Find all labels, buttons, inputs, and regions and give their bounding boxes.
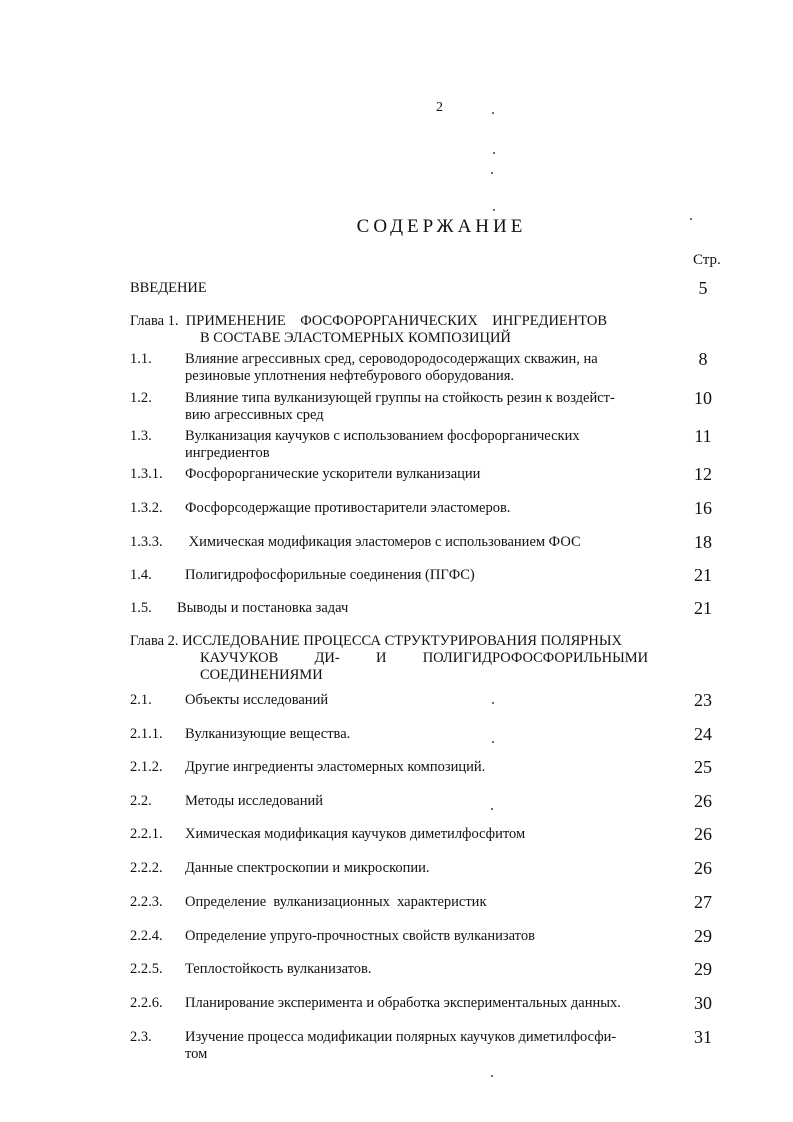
toc-entry-number: 2.1.1. <box>130 726 163 742</box>
toc-entry-text: Вулканизация каучуков с использованием фосфорорганических ингредиентов <box>185 428 580 461</box>
page-column-label: Стр. <box>693 252 721 268</box>
chapter-2-heading[interactable] <box>130 633 673 684</box>
toc-entry-text: Выводы и постановка задач <box>177 600 349 616</box>
toc-entry-number: 1.3.2. <box>130 500 163 516</box>
scan-speck <box>493 152 495 154</box>
scan-speck <box>690 218 692 220</box>
toc-entry-page: 21 <box>694 598 712 618</box>
toc-entry-text: Химическая модификация каучуков диметилфосфитом <box>185 826 526 842</box>
toc-entry-page: 23 <box>694 690 712 710</box>
scan-speck <box>491 1075 493 1077</box>
toc-entry-number: 1.3.1. <box>130 466 163 482</box>
page-title: СОДЕРЖАНИЕ <box>356 216 527 237</box>
toc-entry-text: Химическая модификация эластомеров с использованием ФОС <box>185 534 581 550</box>
toc-entry-text: Фосфорорганические ускорители вулканизации <box>185 466 481 482</box>
toc-entry-page: 27 <box>694 892 712 912</box>
toc-entry-text: Теплостойкость вулканизатов. <box>185 961 372 977</box>
scan-speck <box>492 112 494 114</box>
toc-entry-text: Влияние агрессивных сред, сероводородосодержащих скважин, на резиновые уплотнения нефтебурового оборудования. <box>185 351 598 384</box>
toc-entry-number: 2.2.5. <box>130 961 163 977</box>
toc-entry-text: Определение вулканизационных характеристик <box>185 894 487 910</box>
toc-entry-text: Полигидрофосфорильные соединения (ПГФС) <box>185 567 475 583</box>
toc-entry-number: 1.3.3. <box>130 534 163 550</box>
toc-entry-page: 24 <box>694 724 712 744</box>
scan-speck <box>491 172 493 174</box>
toc-entry-text: Другие ингредиенты эластомерных композиций. <box>185 759 486 775</box>
toc-entry-page: 26 <box>694 858 712 878</box>
toc-entry-number: 2.1.2. <box>130 759 163 775</box>
toc-entry-number: 2.2.6. <box>130 995 163 1011</box>
scan-speck <box>491 808 493 810</box>
chapter-1-heading-line1: Глава 1. ПРИМЕНЕНИЕ ФОСФОРОРГАНИЧЕСКИХ ИНГРЕДИЕНТОВ <box>130 313 608 329</box>
toc-entry-page: 29 <box>694 959 712 979</box>
toc-entry-number: 2.2.1. <box>130 826 163 842</box>
toc-entry-number: 1.5. <box>130 600 152 616</box>
toc-entry-text: Изучение процесса модификации полярных каучуков диметилфосфи- том <box>185 1029 617 1062</box>
toc-entry-number: 2.2.4. <box>130 928 163 944</box>
toc-entry-text: Методы исследований <box>185 793 323 809</box>
toc-entry-text: Планирование эксперимента и обработка экспериментальных данных. <box>185 995 621 1011</box>
toc-entry-text: Вулканизующие вещества. <box>185 726 351 742</box>
scan-speck <box>492 741 494 743</box>
chapter-2-heading-line1: Глава 2. ИССЛЕДОВАНИЕ ПРОЦЕССА СТРУКТУРИРОВАНИЯ ПОЛЯРНЫХ <box>130 633 622 649</box>
toc-entry-page: 8 <box>698 349 708 369</box>
toc-entry-number: 1.4. <box>130 567 152 583</box>
toc-entry-page: 18 <box>694 532 712 552</box>
chapter-1-heading-line2: В СОСТАВЕ ЭЛАСТОМЕРНЫХ КОМПОЗИЦИЙ <box>200 330 511 346</box>
chapter-1-heading[interactable] <box>130 313 673 347</box>
toc-entry-number: 1.1. <box>130 351 152 367</box>
toc-entry-page: 12 <box>694 464 712 484</box>
toc-entry-page: 11 <box>694 426 712 446</box>
toc-entry-text: Данные спектроскопии и микроскопии. <box>185 860 430 876</box>
toc-entry-number: 1.2. <box>130 390 152 406</box>
toc-entry-page: 21 <box>694 565 712 585</box>
chapter-2-heading-line3: СОЕДИНЕНИЯМИ <box>200 667 323 683</box>
toc-entry-number: 2.3. <box>130 1029 152 1045</box>
toc-entry-text: Определение упруго-прочностных свойств вулканизатов <box>185 928 535 944</box>
toc-entry-number: 2.2.2. <box>130 860 163 876</box>
toc-entry-text: Фосфорсодержащие противостарители эластомеров. <box>185 500 511 516</box>
toc-entry-page: 10 <box>694 388 712 408</box>
scan-speck <box>492 702 494 704</box>
toc-entry-page: 25 <box>694 757 712 777</box>
toc-entry-text: Влияние типа вулканизующей группы на стойкость резин к воздейст- вию агрессивных сред <box>185 390 615 423</box>
toc-entry-number: 2.1. <box>130 692 152 708</box>
toc-entry-page: 26 <box>694 791 712 811</box>
toc-entry-page: 29 <box>694 926 712 946</box>
toc-entry-page: 26 <box>694 824 712 844</box>
toc-entry-page: 31 <box>694 1027 712 1047</box>
toc-entry-number: 1.3. <box>130 428 152 444</box>
page-number: 2 <box>436 100 443 115</box>
toc-entry-page: 16 <box>694 498 712 518</box>
toc-intro-label: ВВЕДЕНИЕ <box>130 280 207 296</box>
toc-entry-number: 2.2.3. <box>130 894 163 910</box>
chapter-2-heading-line2: КАУЧУКОВ ДИ- И ПОЛИГИДРОФОСФОРИЛЬНЫМИ <box>200 650 649 666</box>
toc-entry-text: Объекты исследований <box>185 692 329 708</box>
toc-entry-number: 2.2. <box>130 793 152 809</box>
toc-entry-page: 30 <box>694 993 712 1013</box>
scan-speck <box>493 209 495 211</box>
toc-intro-page: 5 <box>698 278 708 298</box>
